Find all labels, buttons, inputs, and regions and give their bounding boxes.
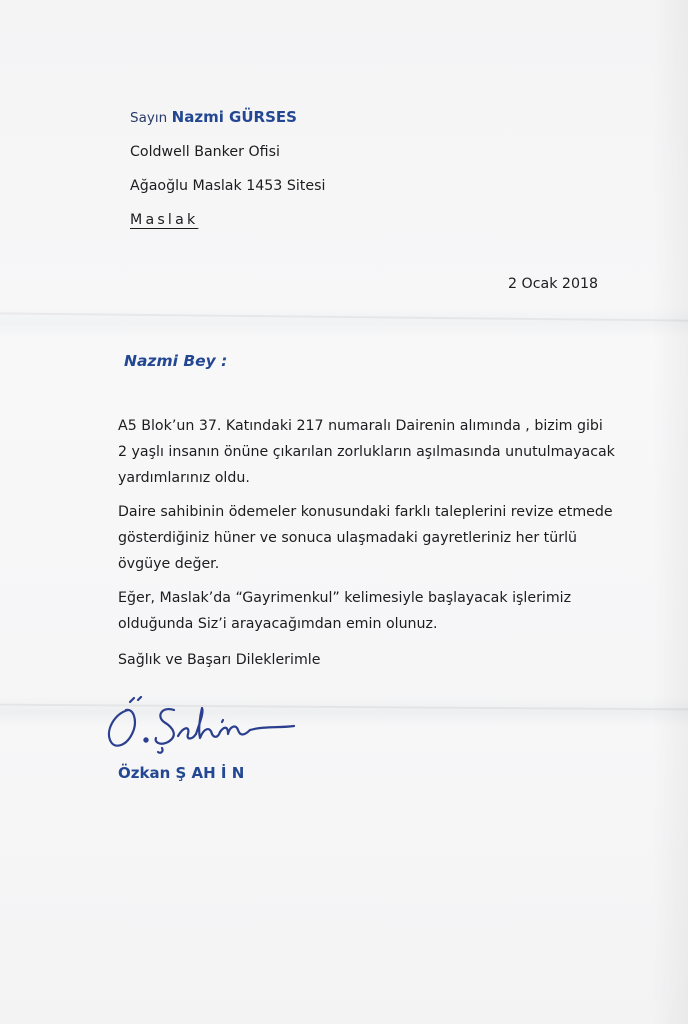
handwritten-signature-icon [104, 696, 300, 756]
recipient-name: Nazmi GÜRSES [171, 108, 297, 126]
body-paragraph-2-line-2: gösterdiğiniz hüner ve sonuca ulaşmadaki gayretleriniz her türlü [118, 530, 578, 546]
salutation-prefix: Sayın [130, 110, 168, 126]
body-paragraph-2-line-1: Daire sahibinin ödemeler konusundaki farklı taleplerini revize etmede [118, 504, 613, 520]
recipient-salutation [130, 108, 297, 126]
greeting: Nazmi Bey : [124, 352, 228, 370]
paper-edge-shadow [652, 0, 688, 1024]
recipient-address: Ağaoğlu Maslak 1453 Sitesi [130, 178, 326, 194]
letter-date: 2 Ocak 2018 [508, 276, 599, 292]
body-paragraph-1-line-3: yardımlarınız oldu. [118, 470, 250, 486]
body-paragraph-3-line-2: olduğunda Siz’i arayacağımdan emin olunuz. [118, 616, 438, 632]
sender-name: Özkan Ş AH İ N [118, 764, 245, 782]
body-paragraph-1-line-2: 2 yaşlı insanın önüne çıkarılan zorlukların aşılmasında unutulmayacak [118, 444, 615, 460]
body-paragraph-2-line-3: övgüye değer. [118, 556, 220, 572]
body-paragraph-1-line-1: A5 Blok’un 37. Katındaki 217 numaralı Dairenin alımında , bizim gibi [118, 418, 603, 434]
recipient-office: Coldwell Banker Ofisi [130, 144, 280, 160]
recipient-city: Maslak [130, 212, 199, 228]
closing-line: Sağlık ve Başarı Dileklerimle [118, 652, 321, 668]
body-paragraph-3-line-1: Eğer, Maslak’da “Gayrimenkul” kelimesiyle başlayacak işlerimiz [118, 590, 572, 606]
paper-fold [0, 312, 688, 321]
